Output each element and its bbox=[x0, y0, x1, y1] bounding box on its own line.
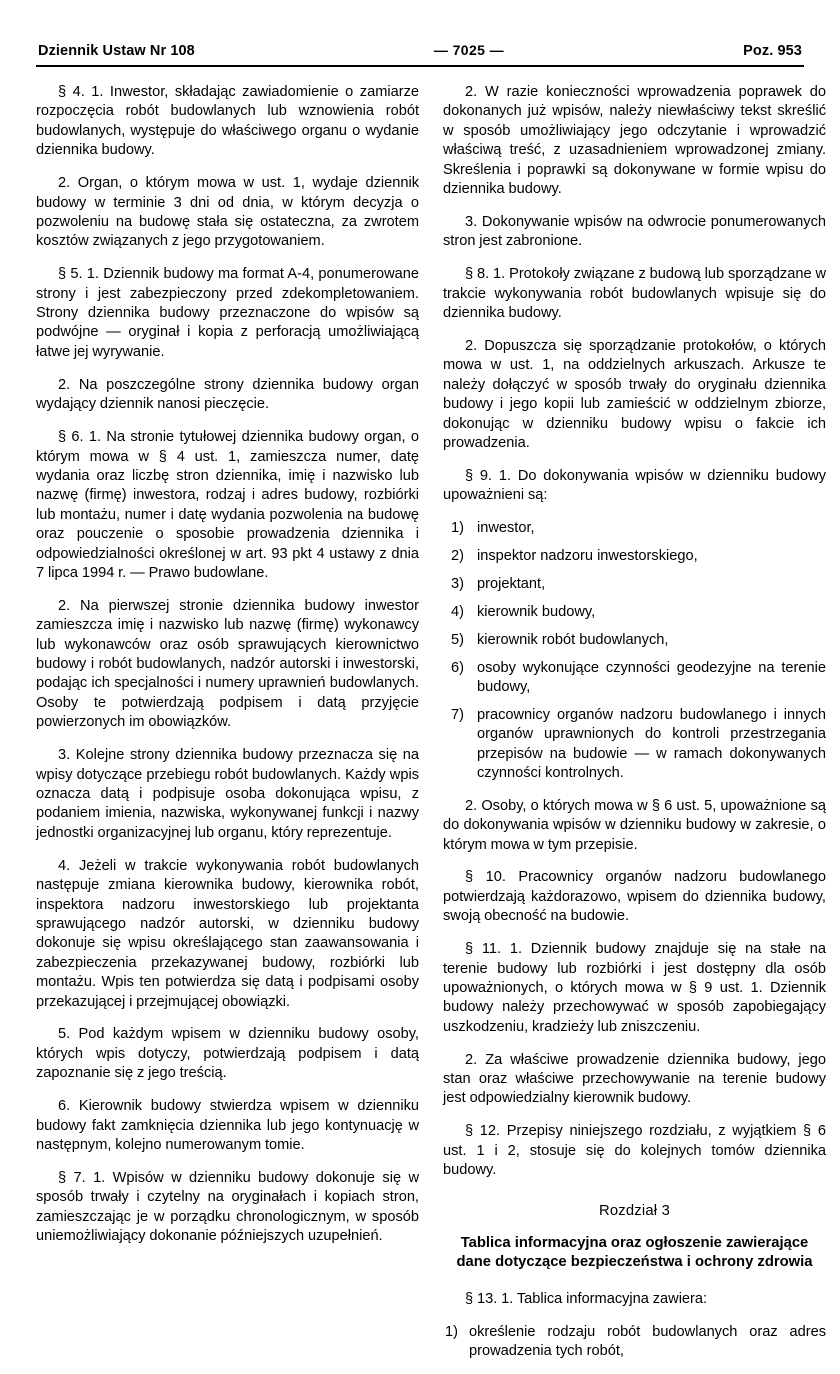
paragraph: § 11. 1. Dziennik budowy znajduje się na stałe na terenie budowy lub rozbiórki i jest dostępny dla osób upoważnionych, o których mowa w § 9 ust. 1. Dziennik budowy należy przechowywać w sposób zapobiegający uszkodzeniu, kradzieży lub zniszczeniu. bbox=[443, 941, 826, 1035]
running-head-left: Dziennik Ustaw Nr 108 bbox=[38, 43, 195, 59]
list-item-label: inspektor nadzoru inwestorskiego, bbox=[477, 548, 698, 565]
paragraph: § 6. 1. Na stronie tytułowej dziennika budowy organ, o którym mowa w § 4 ust. 1, zamieszcza numer, datę wydania oraz liczbę stron dziennika, imię i nazwisko lub nazwę (firmę) inwestora, rodzaj i adres budowy, rozbiórki lub montażu, numer i datę wydania pozwolenia na budowę oraz pouczenie o sposobie prowadzenia dziennika i odpowiedzialności określonej w art. 93 pkt 4 ustawy z dnia 7 lipca 1994 r. — Prawo budowlane. bbox=[36, 429, 419, 581]
list-item-number: 1) bbox=[445, 1323, 458, 1340]
right-column bbox=[443, 83, 826, 1374]
paragraph: 2. Dopuszcza się sporządzanie protokołów, o których mowa w ust. 1, na oddzielnych arkuszach. Arkusze te należy dołączyć w sposób trwały do oryginału dziennika budowy i jego kopii lub zamieścić w oddzielnym zbiorze, dokonując w dzienniku budowy wpisu o fakcie ich prowadzenia. bbox=[443, 337, 826, 451]
list-item-label: inwestor, bbox=[477, 520, 535, 537]
list-item-label: określenie rodzaju robót budowlanych oraz adres prowadzenia tych robót, bbox=[469, 1323, 826, 1359]
paragraph: 2. Na poszczególne strony dziennika budowy organ wydający dziennik nanosi pieczęcie. bbox=[36, 376, 419, 413]
paragraph: 2. Osoby, o których mowa w § 6 ust. 5, upoważnione są do dokonywania wpisów w dzienniku budowy w zakresie, o którym mowa w tym przepisie. bbox=[443, 797, 826, 853]
list-item bbox=[451, 631, 826, 650]
running-head-right: Poz. 953 bbox=[743, 43, 802, 59]
list-item bbox=[451, 519, 826, 538]
paragraph: 5. Pod każdym wpisem w dzienniku budowy osoby, których wpis dotyczy, potwierdzają podpisem i datą zapoznanie się z jego treścią. bbox=[36, 1026, 419, 1082]
page-number: — 7025 — bbox=[433, 42, 505, 58]
paragraph: 6. Kierownik budowy stwierdza wpisem w dzienniku budowy fakt zamknięcia dziennika lub jego kontynuację w następnym, kolejno numerowanym tomie. bbox=[36, 1098, 419, 1153]
list-item-label: pracownicy organów nadzoru budowlanego i innych organów uprawnionych do kontroli przestrzegania przepisów na budowie — w ramach dokonywanych czynności kontrolnych. bbox=[477, 707, 826, 782]
list-item bbox=[445, 1323, 826, 1362]
list-par-9-1 bbox=[443, 519, 826, 783]
list-item-number: 7) bbox=[451, 707, 464, 724]
list-item bbox=[451, 659, 826, 698]
paragraph: § 7. 1. Wpisów w dzienniku budowy dokonuje się w sposób trwały i czytelny na oryginałach i kopiach stron, zamieszczając je w porządku chronologicznym, w sposób uniemożliwiający dokonanie późniejszych uzupełnień. bbox=[36, 1169, 419, 1245]
paragraph: § 9. 1. Do dokonywania wpisów w dzienniku budowy upoważnieni są: bbox=[443, 467, 826, 504]
list-item-number: 1) bbox=[451, 520, 464, 537]
paragraph: § 10. Pracownicy organów nadzoru budowlanego potwierdzają każdorazowo, wpisem do dziennika budowy, swoją obecność na budowie. bbox=[443, 869, 826, 925]
paragraph: § 4. 1. Inwestor, składając zawiadomienie o zamiarze rozpoczęcia robót budowlanych lub wznowienia robót budowlanych, występuje do właściwego organu o wydanie dziennika budowy. bbox=[36, 84, 419, 159]
list-item bbox=[451, 603, 826, 622]
paragraph: § 5. 1. Dziennik budowy ma format A-4, ponumerowane strony i jest zabezpieczony przed zdekompletowaniem. Strony dziennika budowy przeznaczone do wpisów są podwójne — oryginał i kopia z perforacją umożliwiającą łatwe jej wyrywanie. bbox=[36, 266, 419, 360]
paragraph: 2. Organ, o którym mowa w ust. 1, wydaje dziennik budowy w terminie 3 dni od dnia, w którym decyzja o pozwoleniu na budowę stała się ostateczna, za zwrotem kosztów związanych z jego przygotowaniem. bbox=[36, 175, 419, 250]
list-item bbox=[451, 575, 826, 594]
list-item-label: kierownik budowy, bbox=[477, 603, 596, 620]
paragraph: 3. Dokonywanie wpisów na odwrocie ponumerowanych stron jest zabronione. bbox=[443, 213, 826, 250]
left-column bbox=[36, 83, 419, 1260]
chapter-number: Rozdział 3 bbox=[598, 1202, 671, 1219]
list-item-number: 6) bbox=[451, 659, 464, 676]
list-item-number: 3) bbox=[451, 576, 464, 593]
list-item-label: kierownik robót budowlanych, bbox=[477, 631, 669, 648]
paragraph: § 12. Przepisy niniejszego rozdziału, z wyjątkiem § 6 ust. 1 i 2, stosuje się do kolejnych tomów dziennika budowy. bbox=[443, 1123, 826, 1179]
list-par-13-1 bbox=[443, 1323, 826, 1362]
list-item-label: osoby wykonujące czynności geodezyjne na terenie budowy, bbox=[477, 659, 826, 696]
list-item-number: 5) bbox=[451, 631, 464, 648]
body-columns bbox=[36, 83, 826, 1374]
paragraph: 2. Na pierwszej stronie dziennika budowy inwestor zamieszcza imię i nazwisko lub nazwę (firmę) wykonawcy lub wykonawców oraz osób sprawujących kierownictwo budowy i robót budowlanych, nadzór autorski i inwestorski, podając ich specjalności i numery uprawnień budowlanych. Osoby te potwierdzają podpisem i datą przyjęcie powierzonych im obowiązków. bbox=[36, 597, 419, 731]
chapter-title: Tablica informacyjna oraz ogłoszenie zawierające dane dotyczące bezpieczeństwa i ochrony zdrowia bbox=[456, 1234, 813, 1271]
list-item bbox=[451, 547, 826, 566]
running-head bbox=[36, 42, 804, 65]
list-item-number: 4) bbox=[451, 603, 464, 620]
paragraph: 2. Za właściwe prowadzenie dziennika budowy, jego stan oraz właściwe przechowywanie na terenie budowy jest odpowiedzialny kierownik budowy. bbox=[443, 1051, 826, 1107]
paragraph: § 8. 1. Protokoły związane z budową lub sporządzane w trakcie wykonywania robót budowlanych wpisuje się do dziennika budowy. bbox=[443, 266, 826, 322]
paragraph: 4. Jeżeli w trakcie wykonywania robót budowlanych następuje zmiana kierownika budowy, kierownika robót, inspektora nadzoru inwestorskiego lub projektanta sprawującego nadzór autorski, w dzienniku budowy dokonuje się wpisu określającego stan zaawansowania i zabezpieczenia przekazywanej budowy, rozbiórki lub montażu. Wpis ten potwierdza się datą i podpisami osoby przekazującej i przejmującej obowiązki. bbox=[36, 857, 419, 1010]
list-item bbox=[451, 706, 826, 784]
list-item-number: 2) bbox=[451, 548, 464, 565]
header-rule bbox=[36, 65, 804, 67]
paragraph: 3. Kolejne strony dziennika budowy przeznacza się na wpisy dotyczące przebiegu robót budowlanych. Każdy wpis oznacza datą i podpisuje osoba dokonująca wpisu, z podaniem imienia, nazwiska, wykonywanej funkcji i nazwy jednostki organizacyjnej lub organu, który reprezentuje. bbox=[36, 747, 419, 841]
paragraph: 2. W razie konieczności wprowadzenia poprawek do dokonanych już wpisów, należy niewłaściwy tekst skreślić w sposób umożliwiający jego odczytanie i wprowadzić właściwą treść, z uzasadnieniem wprowadzonej zmiany. Skreślenia i poprawki są dokonywane w formie wpisu do dziennika budowy. bbox=[443, 84, 826, 198]
paragraph: § 13. 1. Tablica informacyjna zawiera: bbox=[465, 1290, 708, 1307]
list-item-label: projektant, bbox=[477, 576, 546, 593]
